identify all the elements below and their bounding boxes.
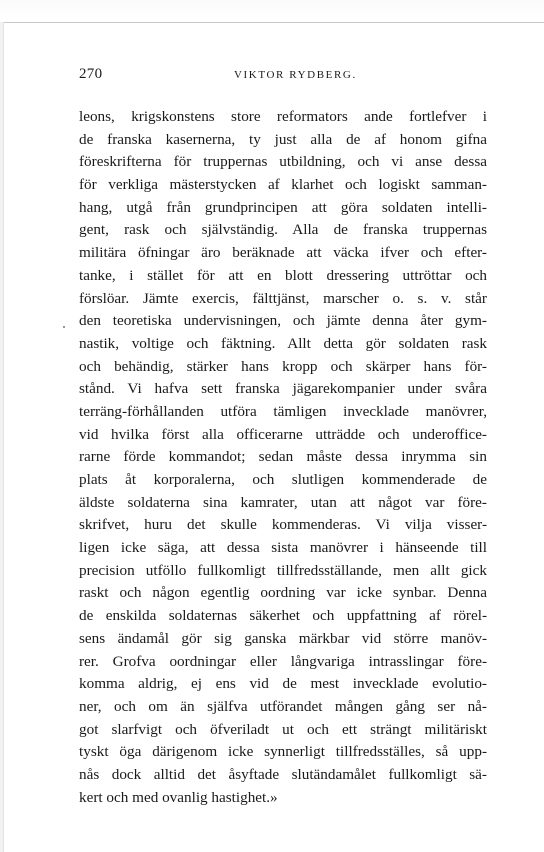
page-number: 270 bbox=[79, 66, 103, 82]
text-line: nås dock alltid det åsyftade slutändamålet fullkomligt sä- bbox=[79, 765, 487, 783]
page-top-edge bbox=[0, 0, 544, 23]
text-line: hang, utgå från grundprincipen att göra soldaten intelli- bbox=[79, 198, 487, 216]
text-line: rer. Grofva oordningar eller långvariga intrasslingar före- bbox=[79, 652, 487, 670]
paper-speck bbox=[63, 326, 65, 328]
text-line: militära öfningar äro beräknade att väcka ifver och efter- bbox=[79, 244, 487, 262]
text-line: terräng-förhållanden utföra tämligen invecklade manövrer, bbox=[79, 402, 487, 420]
text-line: förslöar. Jämte exercis, fälttjänst, marscher o. s. v. står bbox=[79, 289, 487, 307]
text-line: för verkliga mästerstycken af klarhet och logiskt samman- bbox=[79, 176, 487, 194]
text-line: nastik, voltige och fäktning. Allt detta gör soldaten rask bbox=[79, 334, 487, 352]
text-line: föreskrifterna för truppernas utbildning, och vi anse dessa bbox=[79, 153, 487, 171]
text-line: precision utföllo fullkomligt tillfredsställande, men allt gick bbox=[79, 561, 487, 579]
text-line: kert och med ovanlig hastighet.» bbox=[79, 788, 278, 806]
text-line: den teoretiska undervisningen, och jämte denna åter gym- bbox=[79, 312, 487, 330]
text-line: rarne förde kommandot; sedan måste dessa inrymma sin bbox=[79, 448, 487, 466]
text-line: sens ändamål gör sig ganska märkbar vid större manöv- bbox=[79, 629, 487, 647]
text-line: och behändig, stärker hans kropp och skärper hans för- bbox=[79, 357, 487, 375]
text-line: tyskt öga därigenom icke synnerligt tillfredsställes, så upp- bbox=[79, 743, 487, 761]
text-line: de franska kasernerna, ty just alla de af honom gifna bbox=[79, 130, 487, 148]
text-line: plats åt korporalerna, och slutligen kommenderade de bbox=[79, 471, 487, 488]
text-line: got slarfvigt och öfveriladt ut och ett strängt militäriskt bbox=[79, 720, 487, 738]
body-text bbox=[79, 106, 487, 809]
page-left-edge bbox=[0, 22, 4, 852]
text-line: skrifvet, huru det skulle kommenderas. Vi vilja visser- bbox=[79, 516, 487, 534]
page-header bbox=[79, 66, 485, 86]
text-line: raskt och någon egentlig oordning var icke synbar. Denna bbox=[79, 584, 487, 602]
text-line: vid hvilka först alla officerarne utträdde och underoffice- bbox=[79, 425, 487, 443]
text-line: de enskilda soldaternas säkerhet och uppfattning af rörel- bbox=[79, 607, 487, 625]
text-line: tanke, i stället för att en blott dressering uttröttar och bbox=[79, 266, 487, 284]
text-line: äldste soldaterna sina kamrater, utan att något var före- bbox=[79, 493, 487, 511]
text-line: stånd. Vi hafva sett franska jägarekompanier under svåra bbox=[79, 380, 487, 398]
text-line: ner, och om än själfva utförandet mången gång ser nå- bbox=[79, 697, 487, 715]
text-line: ligen icke säga, att dessa sista manövrer i hänseende till bbox=[79, 539, 487, 557]
text-line: leons, krigskonstens store reformators ande fortlefver i bbox=[79, 108, 487, 125]
running-head: VIKTOR RYDBERG. bbox=[234, 69, 357, 81]
text-line: komma aldrig, ej ens vid de mest invecklade evolutio- bbox=[79, 675, 487, 693]
text-line: gent, rask och självständig. Alla de franska truppernas bbox=[79, 221, 487, 239]
